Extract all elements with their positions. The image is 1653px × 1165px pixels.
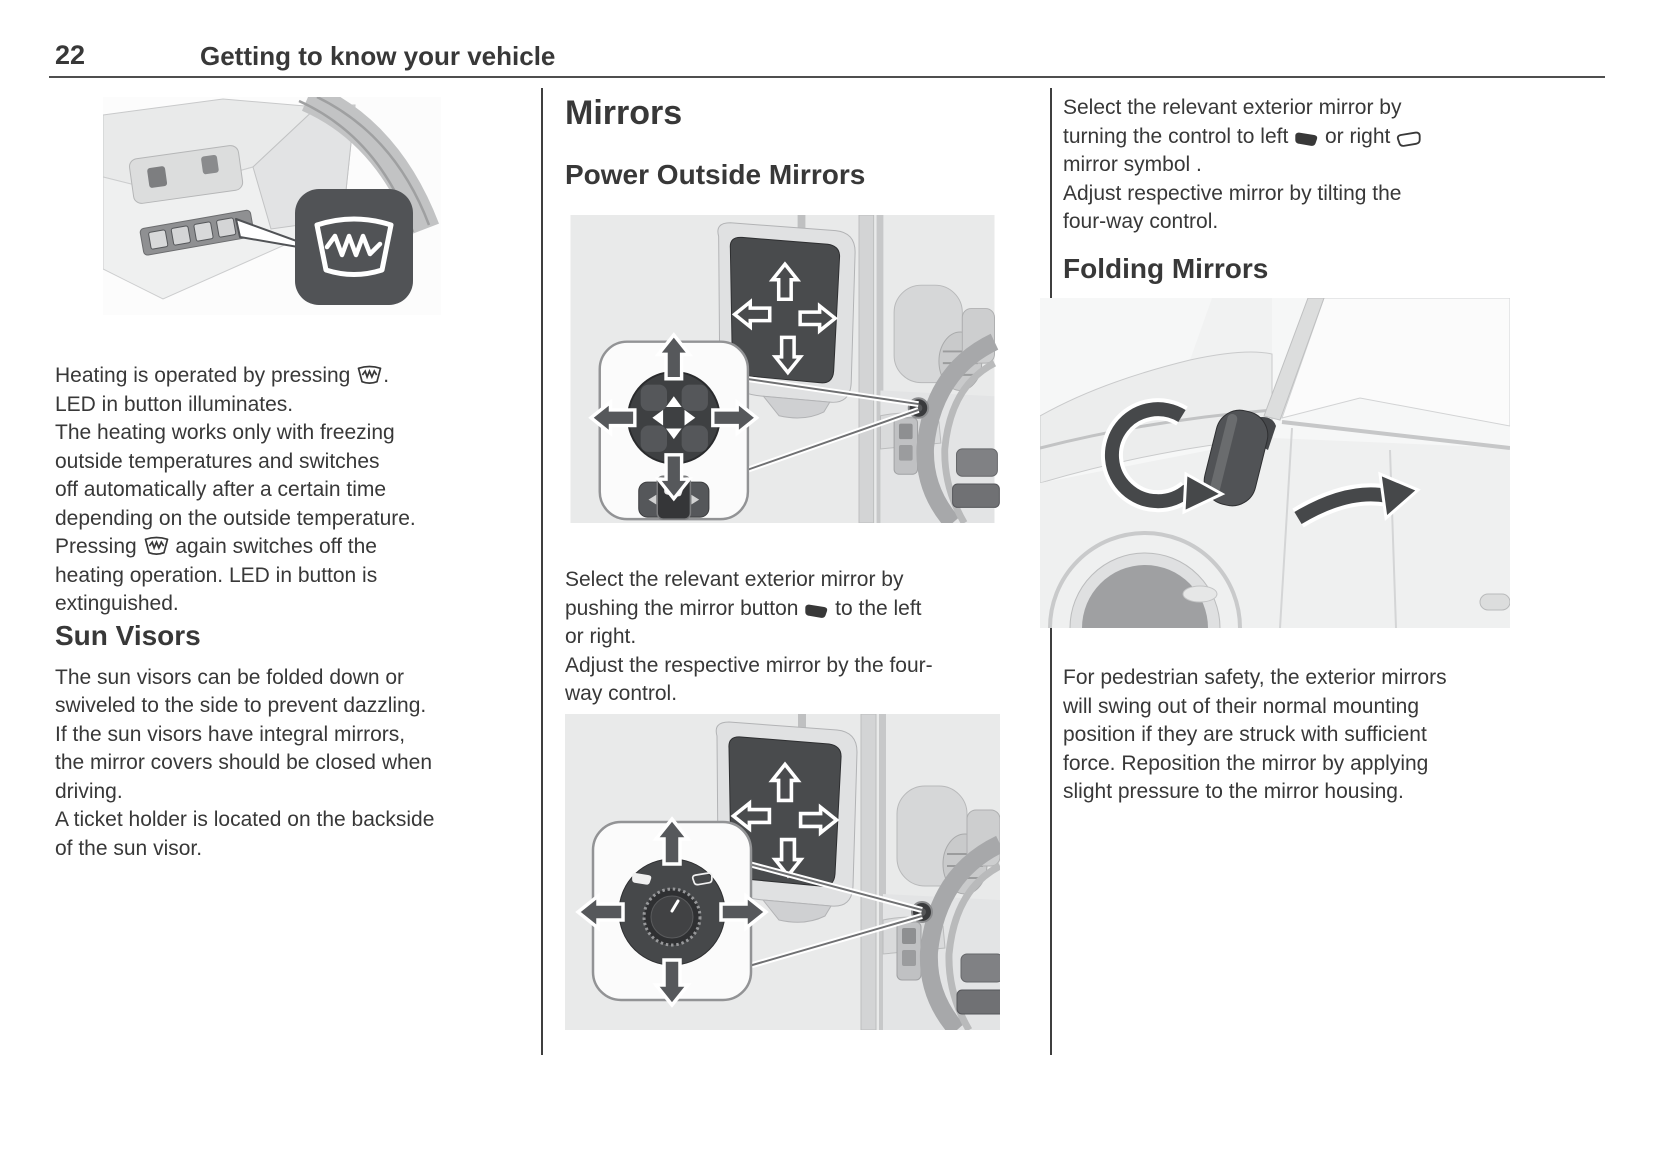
folding-line: position if they are struck with sufficient — [1063, 723, 1427, 746]
power-mirror-fourway-figure — [565, 215, 1000, 523]
sun-visors-line: of the sun visor. — [55, 836, 203, 860]
pedestrian-safety-paragraph — [1063, 664, 1623, 807]
heating-line: . — [383, 364, 390, 387]
sun-visors-line: driving. — [55, 779, 123, 803]
heating-line: extinguished. — [55, 592, 179, 615]
heating-line: again switches off the — [169, 535, 377, 558]
mirrors-title: Mirrors — [565, 94, 683, 132]
heating-line: Pressing — [55, 535, 143, 558]
heated-windshield-button-figure — [103, 97, 441, 315]
heating-line: outside temperatures and switches — [55, 449, 380, 473]
mirror-left-icon — [804, 603, 829, 619]
power-mirror-knob-figure — [565, 714, 1000, 1030]
sun-visors-line: If the sun visors have integral mirrors, — [55, 722, 406, 746]
sun-visors-paragraphs — [55, 664, 525, 864]
sun-visors-heading: Sun Visors — [55, 619, 201, 651]
page-number: 22 — [55, 40, 86, 70]
mirrors-section-header — [565, 94, 865, 191]
power-mirror-line: way control. — [565, 682, 678, 705]
heating-paragraphs — [55, 362, 525, 863]
select-mirror-line: or right — [1319, 124, 1397, 148]
door-handle — [1480, 594, 1510, 610]
mirror-right-icon — [1396, 131, 1421, 147]
power-mirror-line: pushing the mirror button — [565, 596, 805, 620]
sun-visors-line: The sun visors can be folded down or — [55, 665, 405, 689]
folding-line: For pedestrian safety, the exterior mirrors — [1063, 666, 1447, 689]
heating-line: heating operation. LED in button is — [55, 563, 378, 587]
power-outside-mirrors-heading: Power Outside Mirrors — [565, 159, 866, 190]
heating-line: Heating is operated by pressing — [55, 364, 357, 387]
select-mirror-line: turning the control to left — [1063, 124, 1295, 148]
heating-line: The heating works only with freezing — [55, 421, 395, 444]
select-mirror-line: Adjust respective mirror by tilting the — [1063, 181, 1402, 205]
folding-line: slight pressure to the mirror housing. — [1063, 780, 1404, 803]
folding-mirrors-figure — [1040, 298, 1510, 628]
mirror-left-icon — [1294, 131, 1319, 147]
column-separator-left — [541, 88, 543, 1055]
select-mirror-line: mirror symbol . — [1063, 153, 1202, 176]
select-mirror-paragraphs — [1063, 94, 1623, 237]
heating-line: off automatically after a certain time — [55, 478, 387, 501]
power-mirror-paragraphs — [565, 566, 1025, 709]
heated-windshield-icon — [143, 535, 170, 557]
folding-line: will swing out of their normal mounting — [1063, 694, 1419, 718]
sun-visors-line: swiveled to the side to prevent dazzling. — [55, 694, 427, 717]
sun-visors-line: the mirror covers should be closed when — [55, 751, 433, 774]
header-rule — [49, 76, 1605, 78]
select-mirror-line: four-way control. — [1063, 210, 1219, 233]
heating-line: LED in button illuminates. — [55, 392, 294, 416]
power-mirror-line: or right. — [565, 625, 637, 648]
power-mirror-line: Select the relevant exterior mirror by — [565, 568, 904, 591]
select-mirror-line: Select the relevant exterior mirror by — [1063, 96, 1402, 119]
heating-line: depending on the outside temperature. — [55, 506, 416, 530]
power-mirror-line: Adjust the respective mirror by the four- — [565, 653, 933, 677]
power-mirror-line: to the left — [829, 596, 922, 620]
folding-line: force. Reposition the mirror by applying — [1063, 751, 1429, 775]
folding-mirrors-heading: Folding Mirrors — [1063, 253, 1269, 284]
heated-windshield-icon — [356, 364, 383, 386]
page-header-title: Getting to know your vehicle — [200, 41, 556, 71]
sun-visors-line: A ticket holder is located on the backside — [55, 808, 435, 831]
